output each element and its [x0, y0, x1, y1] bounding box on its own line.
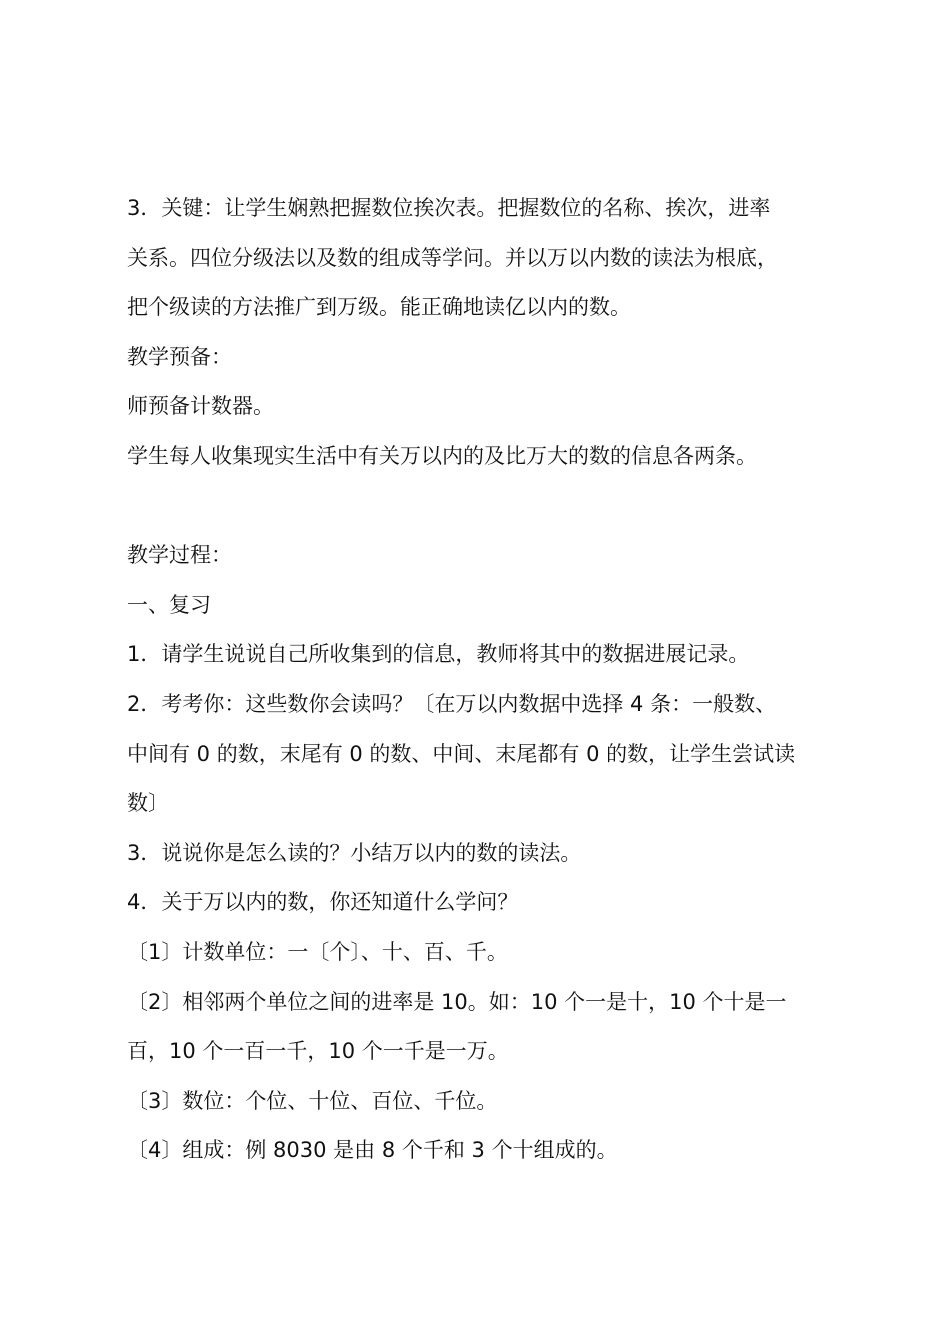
- text-line: 中间有 0 的数，末尾有 0 的数、中间、末尾都有 0 的数，让学生尝试读: [127, 741, 796, 766]
- text-line: 2．考考你：这些数你会读吗？〔在万以内数据中选择 4 条：一般数、: [127, 691, 777, 716]
- text-line: 1．请学生说说自己所收集到的信息，教师将其中的数据进展记录。: [127, 642, 750, 667]
- text-line: 师预备计数器。: [127, 394, 274, 419]
- section-heading-review: 一、复习: [127, 592, 211, 617]
- text-line: 学生每人收集现实生活中有关万以内的及比万大的数的信息各两条。: [127, 443, 757, 468]
- list-item: 〔2〕相邻两个单位之间的进率是 10。如：10 个一是十，10 个十是一: [127, 989, 787, 1014]
- text-line: 3．说说你是怎么读的？小结万以内的数的读法。: [127, 840, 582, 865]
- list-item: 〔3〕数位：个位、十位、百位、千位。: [127, 1088, 498, 1113]
- text-line: 关系。四位分级法以及数的组成等学问。并以万以内数的读法为根底，: [127, 245, 778, 270]
- document-body: [127, 184, 837, 1176]
- text-line: 把个级读的方法推广到万级。能正确地读亿以内的数。: [127, 295, 631, 320]
- text-line: 3．关键：让学生娴熟把握数位挨次表。把握数位的名称、挨次，进率: [127, 196, 771, 220]
- paragraph-gap: [127, 482, 837, 532]
- list-item: 〔4〕组成：例 8030 是由 8 个千和 3 个十组成的。: [127, 1138, 618, 1163]
- section-heading-preparation: 教学预备：: [127, 344, 232, 369]
- text-line: 4．关于万以内的数，你还知道什么学问？: [127, 890, 519, 915]
- list-item: 〔1〕计数单位：一〔个〕、十、百、千。: [127, 939, 508, 964]
- text-line: 百，10 个一百一千，10 个一千是一万。: [127, 1039, 509, 1064]
- text-line: 数〕: [127, 791, 169, 816]
- section-heading-process: 教学过程：: [127, 543, 232, 568]
